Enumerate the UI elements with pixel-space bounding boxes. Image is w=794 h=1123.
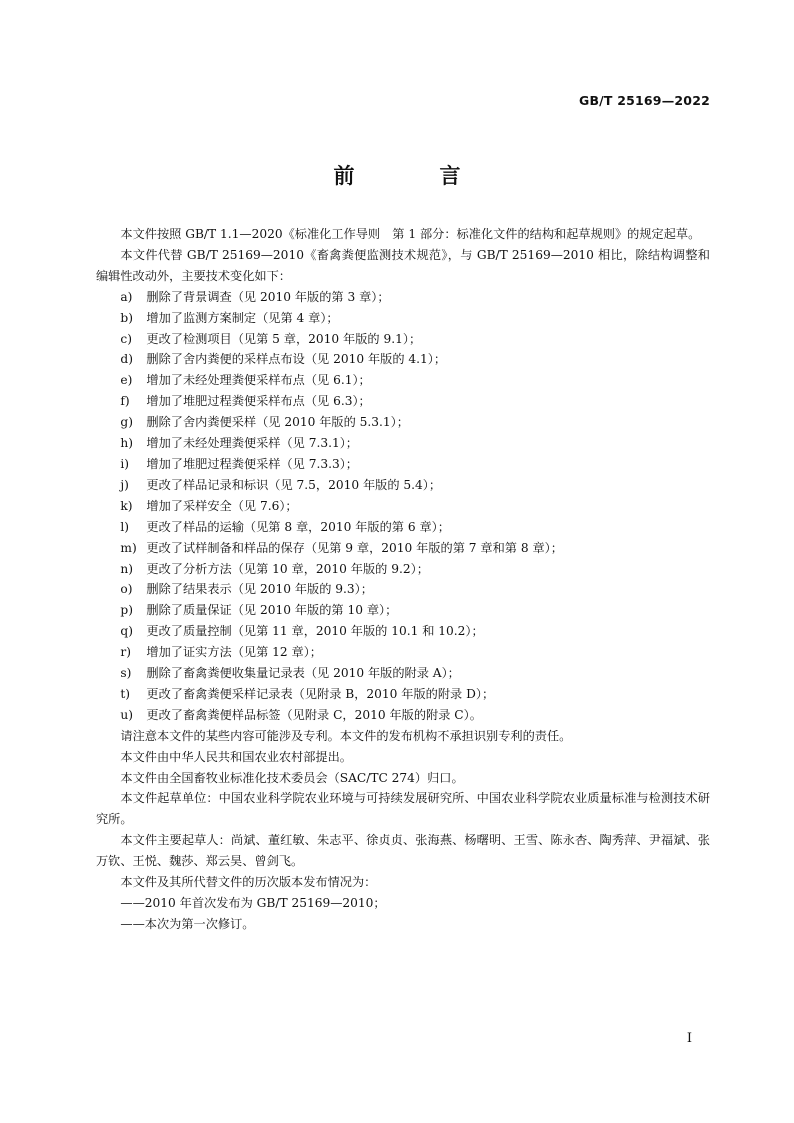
list-marker: b): [120, 310, 133, 325]
history-intro: 本文件及其所代替文件的历次版本发布情况为：: [120, 875, 377, 890]
foreword-body: [96, 224, 710, 935]
list-item-text: 增加了未经处理粪便采样布点（见 6.1）；: [146, 373, 371, 388]
patent-notice: 请注意本文件的某些内容可能涉及专利。本文件的发布机构不承担识别专利的责任。: [120, 728, 572, 743]
list-item: [96, 433, 710, 454]
list-item-text: 增加了采样安全（见 7.6）；: [146, 498, 298, 513]
drafting-units: 本文件起草单位：中国农业科学院农业环境与可持续发展研究所、中国农业科学院农业质量标准与检测技术研究所。: [96, 791, 710, 827]
list-marker: c): [120, 331, 132, 346]
list-item: [96, 684, 710, 705]
list-marker: r): [120, 645, 131, 660]
list-marker: n): [120, 561, 133, 576]
list-item-text: 更改了分析方法（见第 10 章，2010 年版的 9.2）；: [146, 561, 429, 576]
list-item-text: 更改了样品的运输（见第 8 章，2010 年版的第 6 章）；: [146, 519, 450, 534]
list-item-text: 删除了舍内粪便的采样点布设（见 2010 年版的 4.1）；: [146, 352, 447, 367]
history-item: ——2010 年首次发布为 GB/T 25169—2010；: [120, 896, 386, 910]
list-item-text: 删除了结果表示（见 2010 年版的 9.3）；: [146, 582, 373, 597]
standard-number: GB/T 25169—2022: [578, 93, 710, 108]
list-item: [96, 663, 710, 684]
page-number: I: [686, 1031, 692, 1046]
list-marker: a): [120, 289, 133, 304]
list-item-text: 更改了畜禽粪便采样记录表（见附录 B，2010 年版的附录 D）；: [146, 686, 495, 701]
list-item: [96, 642, 710, 663]
list-marker: f): [120, 394, 130, 409]
list-item: [96, 538, 710, 559]
list-item-text: 增加了堆肥过程粪便采样（见 7.3.3）；: [146, 456, 358, 471]
list-item-text: 更改了质量控制（见第 11 章，2010 年版的 10.1 和 10.2）；: [146, 624, 484, 639]
list-item-text: 增加了堆肥过程粪便采样布点（见 6.3）；: [146, 394, 371, 409]
list-marker: k): [120, 498, 133, 513]
list-item: [96, 517, 710, 538]
list-marker: u): [120, 707, 133, 722]
list-marker: g): [120, 415, 133, 430]
list-item-text: 删除了背景调查（见 2010 年版的第 3 章）；: [146, 289, 390, 304]
list-item-text: 删除了质量保证（见 2010 年版的第 10 章）；: [146, 603, 398, 618]
list-marker: e): [120, 373, 133, 388]
intro-paragraph: 本文件代替 GB/T 25169—2010《畜禽粪便监测技术规范》，与 GB/T 25169—2010 相比，除结构调整和编辑性改动外，主要技术变化如下：: [96, 247, 710, 283]
intro-paragraph: 本文件按照 GB/T 1.1—2020《标准化工作导则 第 1 部分：标准化文件的结构和起草规则》的规定起草。: [120, 227, 701, 241]
list-item-text: 增加了证实方法（见第 12 章）；: [146, 645, 322, 660]
drafters: 本文件主要起草人：尚斌、董红敏、朱志平、徐贞贞、张海燕、杨曙明、王雪、陈永杏、陶秀萍、尹福斌、张万钦、王悦、魏莎、郑云昊、曾剑飞。: [96, 833, 710, 869]
list-marker: l): [120, 519, 130, 534]
list-marker: s): [120, 666, 132, 681]
history-item: ——本次为第一次修订。: [120, 916, 255, 931]
list-item: [96, 621, 710, 642]
list-item-text: 更改了试样制备和样品的保存（见第 9 章，2010 年版的第 7 章和第 8 章）；: [146, 540, 563, 555]
list-item: [96, 559, 710, 580]
list-marker: h): [120, 436, 133, 451]
list-item: [96, 454, 710, 475]
list-item: [96, 496, 710, 517]
list-item-text: 更改了畜禽粪便样品标签（见附录 C，2010 年版的附录 C）。: [146, 707, 482, 722]
list-item-text: 删除了畜禽粪便收集量记录表（见 2010 年版的附录 A）；: [146, 666, 460, 681]
list-marker: o): [120, 582, 133, 597]
list-item: [96, 349, 710, 370]
list-marker: d): [120, 352, 133, 367]
page-title: 前 言: [333, 164, 493, 188]
list-item: [96, 308, 710, 329]
list-marker: p): [120, 603, 133, 618]
list-item: [96, 370, 710, 391]
list-item: [96, 329, 710, 350]
list-item: [96, 412, 710, 433]
list-item: [96, 579, 710, 600]
list-item: [96, 287, 710, 308]
list-marker: j): [120, 477, 129, 492]
list-item: [96, 391, 710, 412]
list-item-text: 更改了样品记录和标识（见 7.5，2010 年版的 5.4）；: [146, 477, 442, 492]
list-marker: i): [120, 456, 130, 471]
list-item: [96, 705, 710, 726]
list-item: [96, 475, 710, 496]
list-item-text: 更改了检测项目（见第 5 章，2010 年版的 9.1）；: [146, 331, 422, 346]
list-marker: q): [120, 624, 133, 639]
list-item: [96, 600, 710, 621]
proposer-statement: 本文件由中华人民共和国农业农村部提出。: [120, 749, 352, 764]
list-item-text: 增加了监测方案制定（见第 4 章）；: [146, 310, 339, 325]
list-marker: t): [120, 686, 131, 701]
change-list: [96, 287, 710, 726]
list-marker: m): [120, 540, 137, 555]
list-item-text: 增加了未经处理粪便采样（见 7.3.1）；: [146, 436, 358, 451]
committee-statement: 本文件由全国畜牧业标准化技术委员会（SAC/TC 274）归口。: [120, 770, 464, 785]
list-item-text: 删除了舍内粪便采样（见 2010 年版的 5.3.1）；: [146, 415, 409, 430]
